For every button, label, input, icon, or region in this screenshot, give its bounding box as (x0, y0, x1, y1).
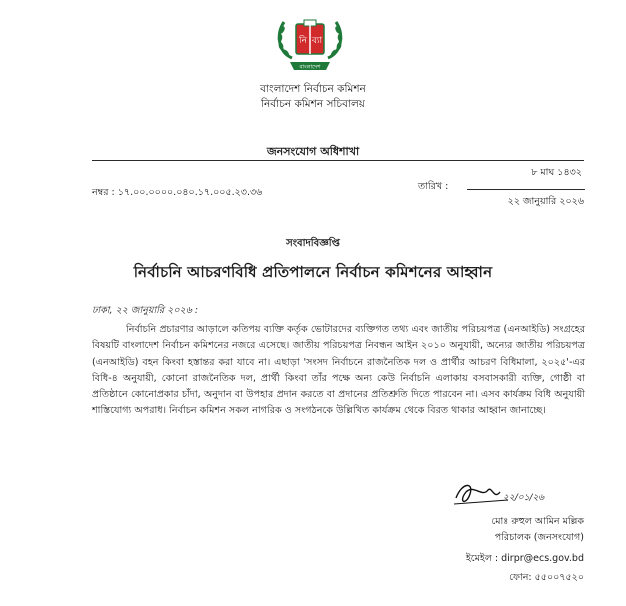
press-body: নির্বাচনি প্রচারণার আড়ালে কতিপয় ব্যক্তি কর্তৃক ভোটারদের ব্যক্তিগত তথ্য এবং জাতীয় পরিচয়পত্র (এনআইডি) সংগ্রহের বিষয়টি বাংলাদেশ নির্বাচন কমিশনের নজরে এসেছে। জাতীয় পরিচয়পত্র নিবন্ধন আইন ২০১০ অনুযায়ী, অন্যের জাতীয় পরিচয়পত্র (এনআইডি) বহন কিংবা হস্তান্তর করা যাবে না। এছাড়া 'সংসদ নির্বাচনে রাজনৈতিক দল ও প্রার্থীর আচরণ বিধিমালা, ২০২৫'-এর বিধি-৪ অনুযায়ী, কোনো রাজনৈতিক দল, প্রার্থী কিংবা তাঁর পক্ষে অন্য কেউ নির্বাচনি এলাকায় বসবাসকারী ব্যক্তি, গোষ্ঠী বা প্রতিষ্ঠানে কোনোপ্রকার চাঁদা, অনুদান বা উপহার প্রদান করতে বা প্রদানের প্রতিশ্রুতি দিতে পারবেন না। এসব কার্যক্রম বিধি অনুযায়ী শাস্তিযোগ্য অপরাধ। নির্বাচন কমিশন সকল নাগরিক ও সংগঠনকে উল্লিখিত কার্যক্রম থেকে বিরত থাকার আহ্বান জানাচ্ছে। (92, 324, 585, 417)
election-commission-logo (268, 10, 352, 82)
org-name: বাংলাদেশ নির্বাচন কমিশন (260, 83, 366, 95)
emblem-icon (268, 10, 352, 82)
signer-title: পরিচালক (জনসংযোগ) (494, 532, 584, 543)
press-release-label: সংবাদবিজ্ঞপ্তি (286, 238, 340, 249)
reference-number: নম্বর : ১৭.০০.০০০০.০৪০.১৭.০০৫.২৩.৩৬ (92, 187, 263, 198)
secretariat-name: নির্বাচন কমিশন সচিবালয় (261, 98, 365, 110)
logo-text-left: নি (299, 36, 307, 46)
logo-text-right: ব্যা (311, 36, 323, 46)
headline: নির্বাচনি আচরণবিধি প্রতিপালনে নির্বাচন কমিশনের আহ্বান (133, 263, 493, 281)
department-name: জনসংযোগ অধিশাখা (266, 145, 360, 158)
dateline: ঢাকা, ২২ জানুয়ারি ২০২৬ : (92, 305, 199, 316)
header-divider (92, 160, 584, 161)
date-divider (467, 189, 585, 190)
date-bangla: ৮ মাঘ ১৪৩২ (531, 167, 582, 178)
signer-name: মোঃ রুহুল আমিন মল্লিক (491, 516, 584, 527)
logo-caption: বাংলাদেশ (299, 64, 321, 71)
date-label: তারিখ : (418, 181, 449, 192)
signer-email: ইমেইল : dirpr@ecs.gov.bd (465, 553, 584, 564)
signer-phone: ফোন: ৫৫০০৭৫২০ (509, 572, 584, 583)
date-gregorian: ২২ জানুয়ারি ২০২৬ (507, 196, 584, 207)
signature-date: ২২/০১/২৬ (503, 493, 545, 503)
